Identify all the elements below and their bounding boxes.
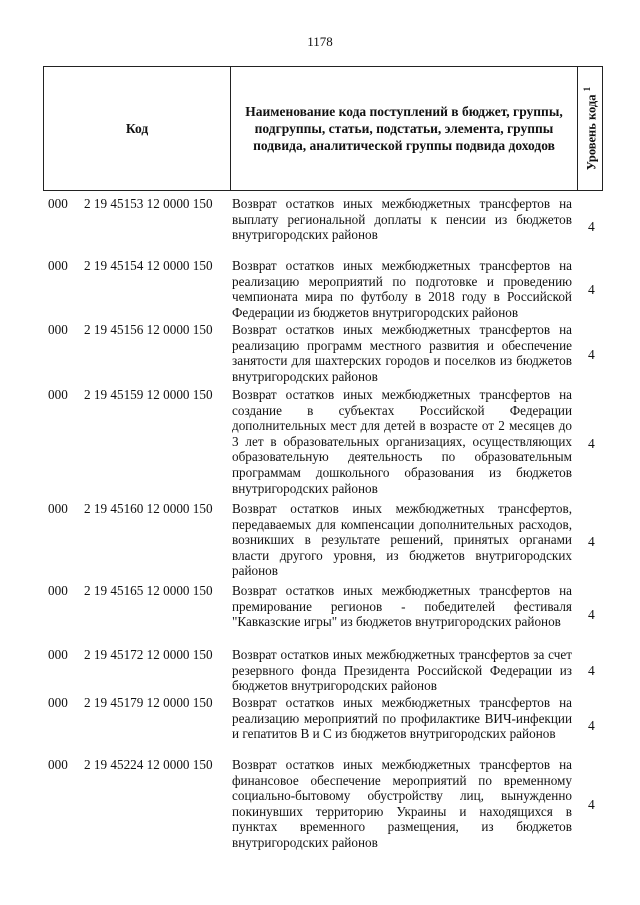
admin-code: 000 [48,583,68,598]
table-row [0,258,640,322]
admin-code: 000 [48,322,68,337]
header-level [578,67,603,190]
admin-code: 000 [48,501,68,516]
header-level-footnote: 1 [581,86,592,92]
code-level: 4 [588,219,595,235]
budget-code: 2 19 45160 12 0000 150 [84,501,213,516]
table-row [0,387,640,501]
code-level: 4 [588,534,595,550]
header-level-label: Уровень кода [584,94,599,171]
admin-code: 000 [48,196,68,211]
code-name: Возврат остатков иных межбюджетных трансфертов за счет резервного фонда Президента Российской Федерации из бюджетов внутригородских районов [232,647,572,694]
code-name: Возврат остатков иных межбюджетных трансфертов на реализацию мероприятий по профилактике ВИЧ-инфекции и гепатитов В и С из бюджетов внутригородских районов [232,695,572,742]
admin-code: 000 [48,387,68,402]
budget-code: 2 19 45154 12 0000 150 [84,258,213,273]
code-level: 4 [588,282,595,298]
code-name: Возврат остатков иных межбюджетных трансфертов на выплату региональной доплаты к пенсии из бюджетов внутригородских районов [232,196,572,243]
code-level: 4 [588,436,595,452]
budget-code: 2 19 45172 12 0000 150 [84,647,213,662]
table-row [0,322,640,387]
budget-code: 2 19 45156 12 0000 150 [84,322,213,337]
budget-code: 2 19 45165 12 0000 150 [84,583,213,598]
code-level: 4 [588,797,595,813]
page-number: 1178 [307,34,333,49]
budget-code: 2 19 45159 12 0000 150 [84,387,213,402]
table-header [43,66,603,191]
code-level: 4 [588,718,595,734]
code-name: Возврат остатков иных межбюджетных трансфертов на финансовое обеспечение мероприятий по временному социально-бытовому обустройству лиц, вынужденно покинувших территорию Украины и находящихся в пунктах временного размещения, из бюджетов внутригородских районов [232,757,572,850]
table-row [0,695,640,757]
table-row [0,501,640,583]
header-code: Код [125,120,149,136]
budget-code: 2 19 45153 12 0000 150 [84,196,213,211]
table-row [0,196,640,258]
code-level: 4 [588,607,595,623]
budget-code: 2 19 45179 12 0000 150 [84,695,213,710]
admin-code: 000 [48,258,68,273]
code-name: Возврат остатков иных межбюджетных трансфертов на премирование регионов - победителей фестиваля "Кавказские игры" из бюджетов внутригородских районов [232,583,572,630]
admin-code: 000 [48,647,68,662]
code-level: 4 [588,663,595,679]
header-name: Наименование кода поступлений в бюджет, группы, подгруппы, статьи, подстатьи, элемента, группы подвида, аналитической группы подвида доходов [245,104,563,153]
table-row [0,757,640,853]
admin-code: 000 [48,695,68,710]
code-level: 4 [588,346,595,362]
table-row [0,647,640,695]
code-name: Возврат остатков иных межбюджетных трансфертов на реализацию мероприятий по подготовке и проведению чемпионата мира по футболу в 2018 году в Российской Федерации из бюджетов внутригородских районов [232,258,572,320]
code-name: Возврат остатков иных межбюджетных трансфертов на создание в субъектах Российской Федерации дополнительных мест для детей в возрасте от 2 месяцев до 3 лет в образовательных организациях, осуществляющих образовательную деятельность по образовательным программам дошкольного образования из бюджетов внутригородских районов [232,387,572,496]
budget-code: 2 19 45224 12 0000 150 [84,757,213,772]
code-name: Возврат остатков иных межбюджетных трансфертов на реализацию программ местного развития и обеспечение занятости для шахтерских городов и поселков из бюджетов внутригородских районов [232,322,572,384]
table-row [0,583,640,647]
code-name: Возврат остатков иных межбюджетных трансфертов, передаваемых для компенсации дополнительных расходов, возникших в результате решений, принятых органами власти другого уровня, из бюджетов внутригородских районов [232,501,572,579]
admin-code: 000 [48,757,68,772]
table-body [0,196,640,853]
